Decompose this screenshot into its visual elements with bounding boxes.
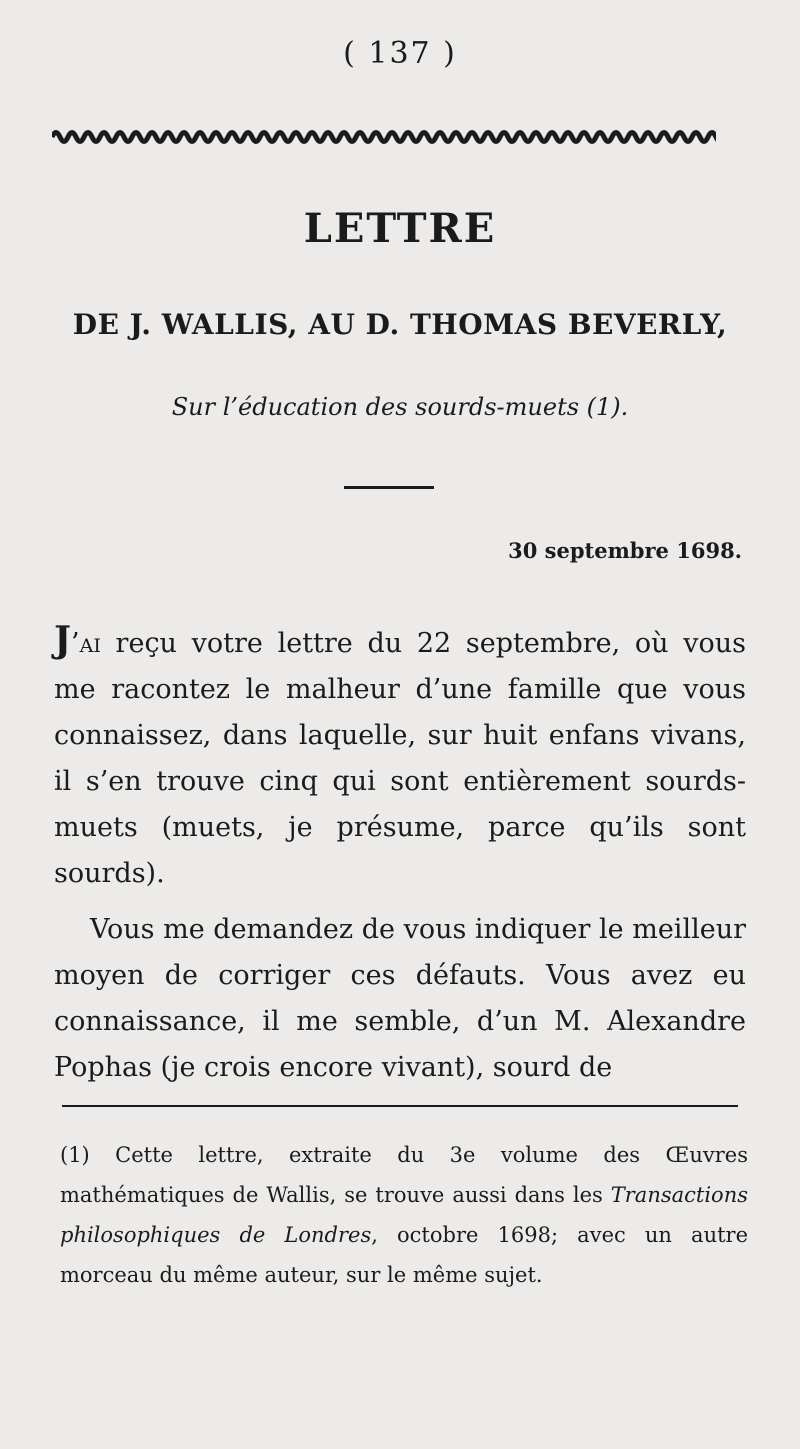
footnote-rule <box>62 1105 738 1107</box>
separator-rule <box>344 486 434 489</box>
footnote-italic-title: Transactions philosophiques de Londres <box>60 1183 748 1247</box>
small-caps-word: ’ai <box>71 628 101 659</box>
letter-date: 30 septembre 1698. <box>508 538 742 563</box>
paragraph-2: Vous me demandez de vous indiquer le meilleur moyen de corriger ces défauts. Vous avez eu connaissance, il me semble, d’un M. Alexandre Pophas (je crois encore vivant), sourd de <box>54 914 746 1083</box>
drop-cap: J <box>54 619 72 661</box>
letter-body <box>54 617 746 1091</box>
footnote <box>60 1135 748 1295</box>
footnote-text-2: , octobre 1698; avec un autre morceau du même auteur, sur le même sujet. <box>60 1223 748 1287</box>
letter-title: LETTRE <box>303 205 497 252</box>
footnote-text-1: (1) Cette lettre, extraite du 3e volume des Œuvres mathématiques de Wallis, se trouve aussi dans les <box>60 1143 748 1207</box>
page-number: ( 137 ) <box>343 36 457 71</box>
paragraph-1 <box>54 617 746 897</box>
letter-topic: Sur l’éducation des sourds-muets (1). <box>171 393 629 421</box>
letter-subtitle: DE J. WALLIS, AU D. THOMAS BEVERLY, <box>72 308 728 341</box>
decorative-wave-ornament <box>52 126 716 148</box>
paragraph-1-text: reçu votre lettre du 22 septembre, où vous me racontez le malheur d’une famille que vous connaissez, dans laquelle, sur huit enfans vivans, il s’en trouve cinq qui sont entièrement sourds-muets (muets, je présume, parce qu’ils sont sourds). <box>54 628 746 889</box>
